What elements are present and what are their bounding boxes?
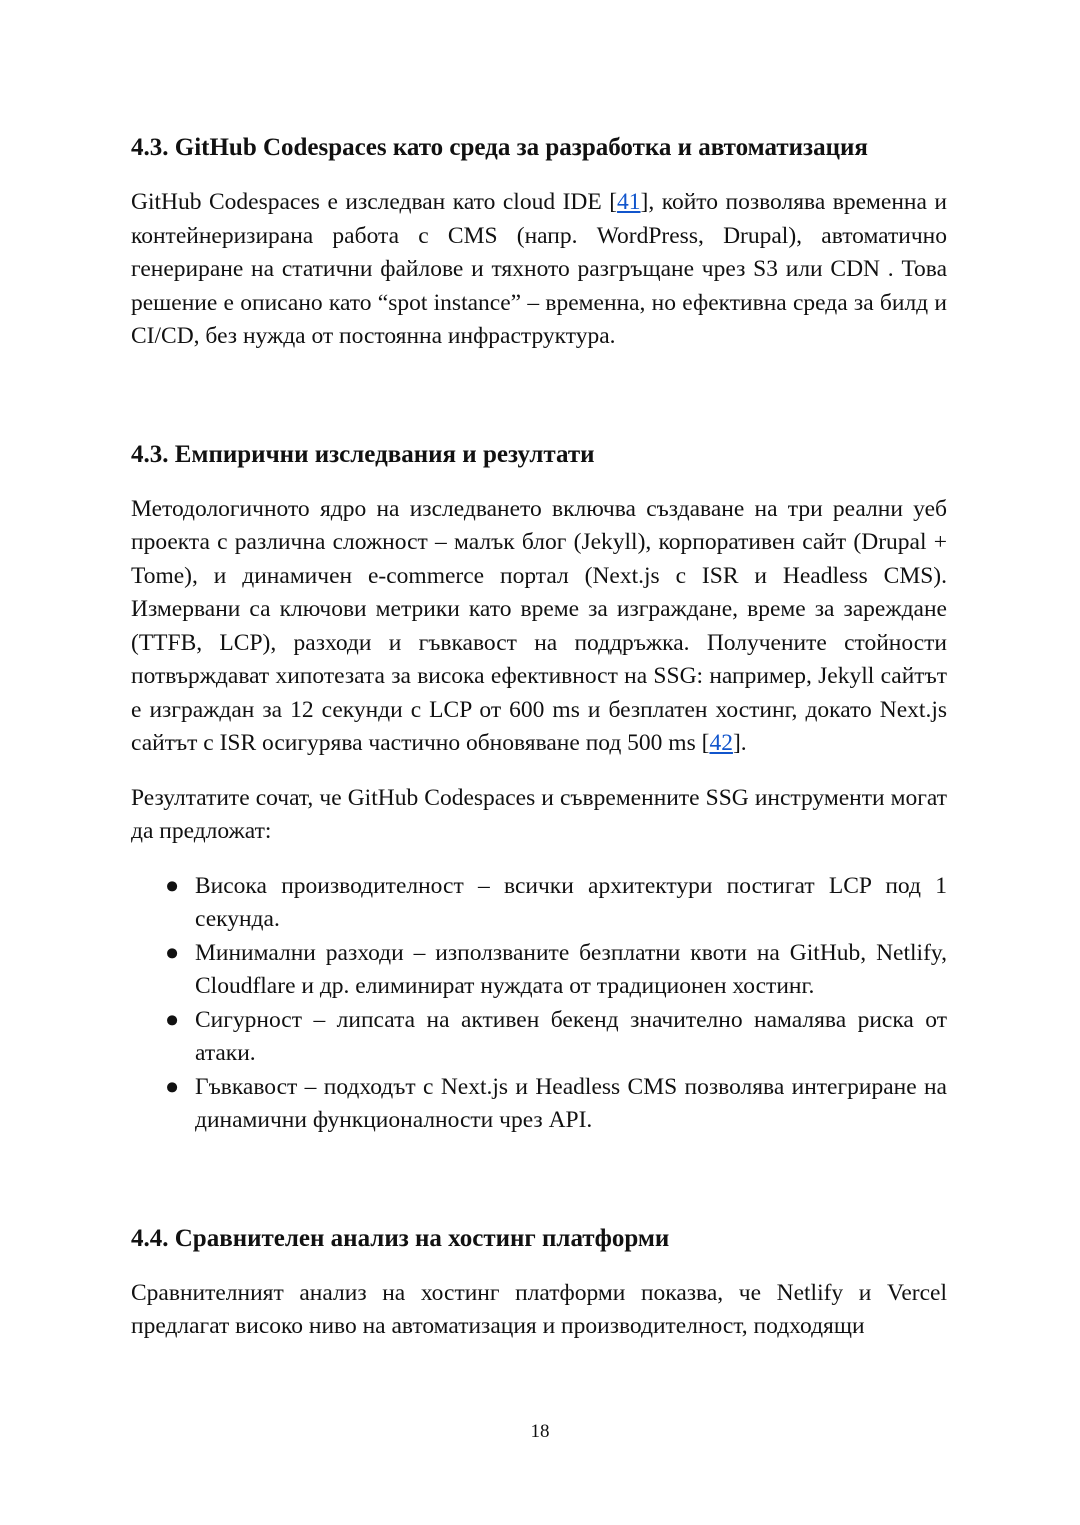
bullet-icon: ● (165, 1006, 180, 1033)
section-body-empirical (131, 493, 947, 761)
section-title-empirical: 4.3. Емпирични изследвания и резултати (131, 440, 595, 468)
list-item-text: Гъвкавост – подходът с Next.js и Headless CMS позволява интегриране на динамични функционалности чрез API. (195, 1073, 947, 1133)
reference-link-41[interactable]: 41 (617, 189, 641, 215)
bullet-icon: ● (165, 872, 180, 899)
list-item-text: Сигурност – липсата на активен бекенд значително намалява риска от атаки. (195, 1006, 947, 1066)
page-number: 18 (530, 1421, 550, 1442)
list-item (131, 1071, 947, 1138)
body-text: ], който позволява временна и контейнеризирана работа с CMS (напр. WordPress, Drupal), автоматично генериране на статични файлове и тяхното разгръщане чрез S3 или CDN . Това решение е описано като “spot instance” – временна, но ефективна среда за билд и CI/CD, без нужда от постоянна инфраструктура. (131, 189, 947, 349)
list-item (131, 937, 947, 1004)
section-body-hosting-comparison: Сравнителният анализ на хостинг платформи показва, че Netlify и Vercel предлагат високо ниво на автоматизация и производителност, подходящи (131, 1279, 947, 1339)
results-list (131, 870, 947, 1138)
bullet-icon: ● (165, 939, 180, 966)
results-summary: Резултатите сочат, че GitHub Codespaces и съвременните SSG инструменти могат да предложат: (131, 784, 947, 844)
list-item-text: Висока производителност – всички архитектури постигат LCP под 1 секунда. (195, 872, 947, 932)
body-text: ]. (732, 730, 747, 756)
list-item-text: Минимални разходи – използваните безплатни квоти на GitHub, Netlify, Cloudflare и др. елиминират нуждата от традиционен хостинг. (195, 939, 947, 999)
body-text: GitHub Codespaces е изследван като cloud IDE [ (131, 189, 618, 215)
section-title-hosting-comparison: 4.4. Сравнителен анализ на хостинг платформи (131, 1224, 670, 1252)
bullet-icon: ● (165, 1073, 180, 1100)
section-title-codespaces: 4.3. GitHub Codespaces като среда за разработка и автоматизация (131, 134, 868, 161)
body-text: Методологичното ядро на изследването включва създаване на три реални уеб проекта с различна сложност – малък блог (Jekyll), корпоративен сайт (Drupal + Tome), и динамичен e-commerce портал (Next.js с ISR и Headless CMS). Измервани са ключови метрики като време за изграждане, време за зареждане (TTFB, LCP), разходи и гъвкавост на поддръжка. Получените стойности потвърждават хипотезата за висока ефективност на SSG: например, Jekyll сайтът е изграждан за 12 секунди с LCP от 600 ms и безплатен хостинг, докато Next.js сайтът с ISR осигурява частично обновяване под 500 ms [ (131, 495, 947, 756)
page-content (131, 131, 947, 1344)
list-item (131, 870, 947, 937)
list-item (131, 1004, 947, 1071)
section-body-codespaces (131, 186, 947, 354)
reference-link-42[interactable]: 42 (709, 730, 733, 756)
